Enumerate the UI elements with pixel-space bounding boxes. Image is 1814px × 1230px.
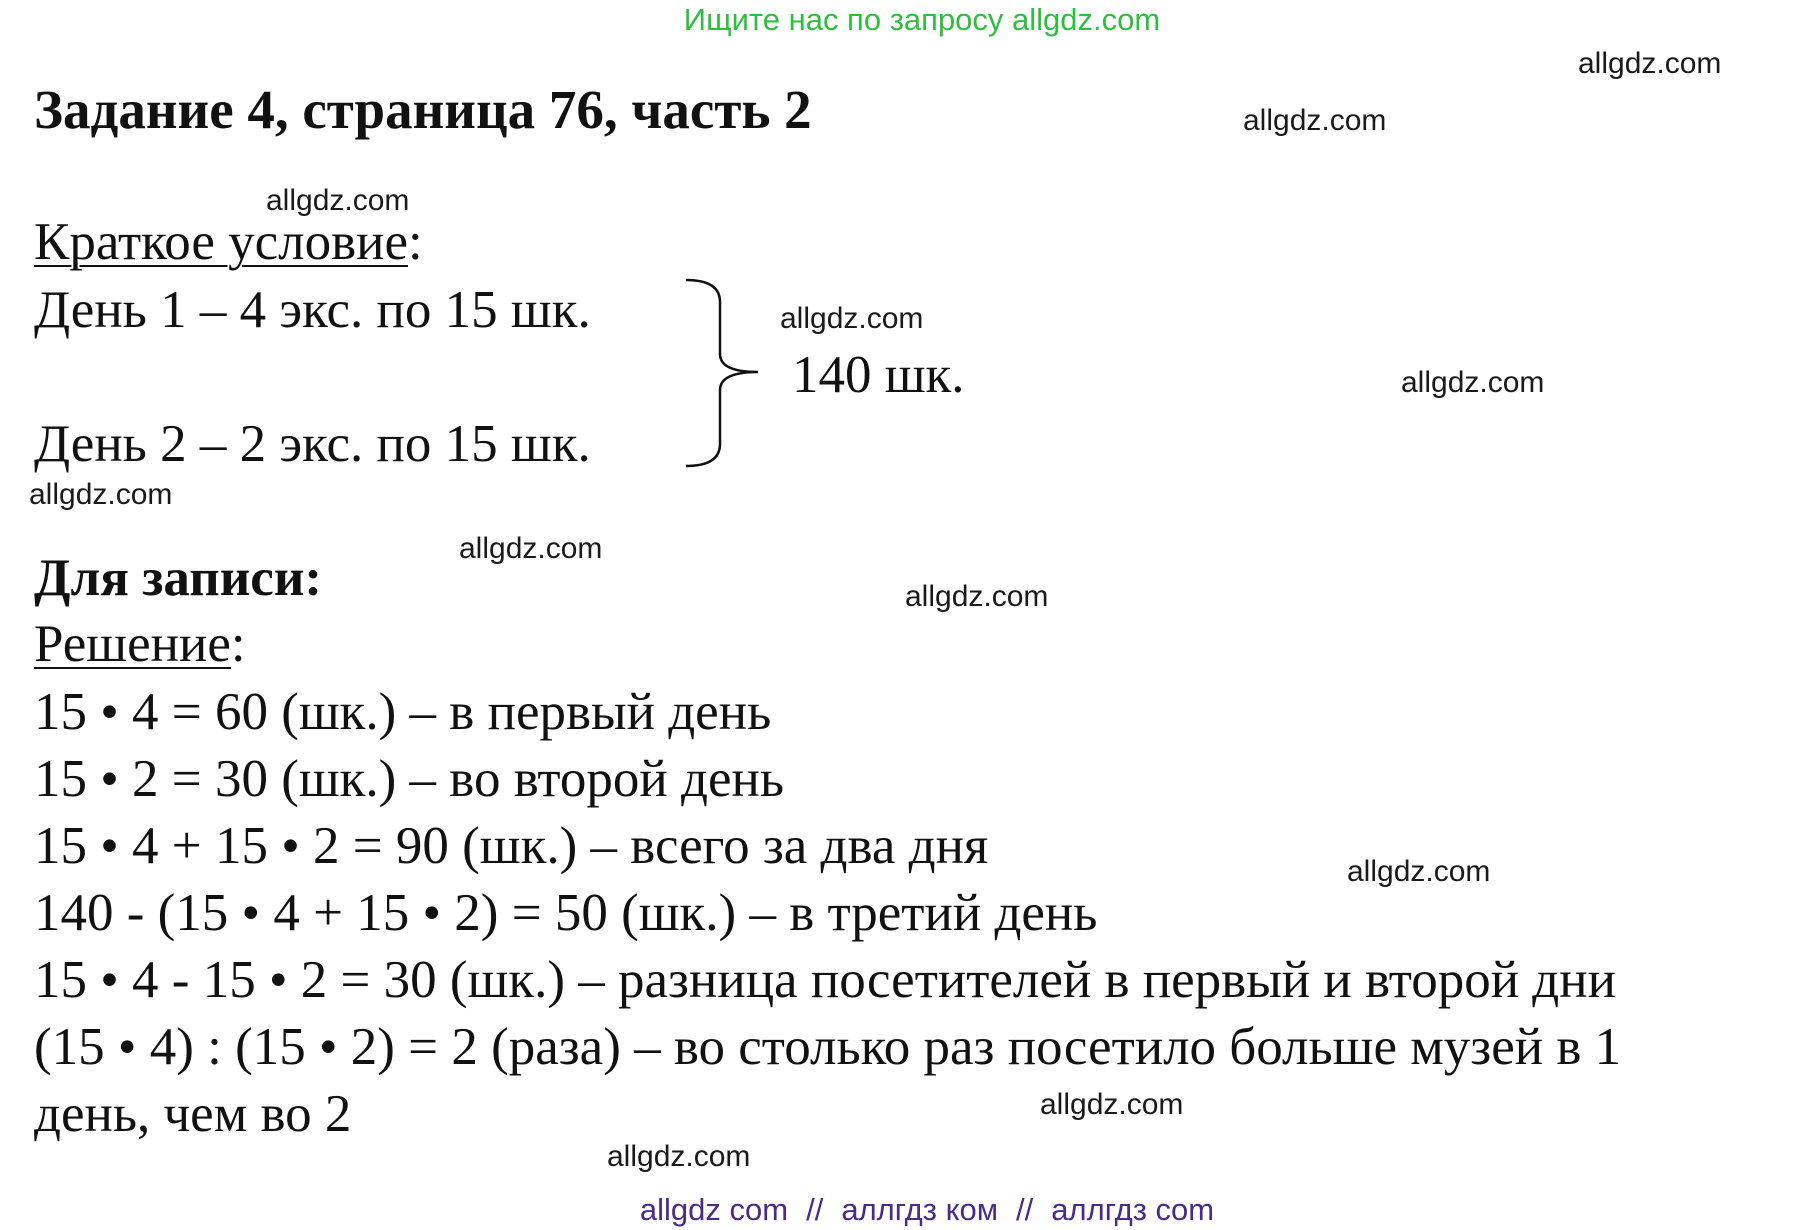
watermark: allgdz.com [29,478,173,511]
footer-separator: // [806,1192,824,1227]
solution-line: 15 • 4 = 60 (шк.) – в первый день [34,683,772,741]
watermark: allgdz.com [905,580,1049,613]
condition-day-2: День 2 – 2 экс. по 15 шк. [34,415,591,473]
short-condition-heading-text: Краткое условие [34,213,409,271]
watermark: allgdz.com [1401,366,1545,399]
solution-line: (15 • 4) : (15 • 2) = 2 (раза) – во столько раз посетило больше музей в 1 [34,1018,1622,1076]
solution-heading-text: Решение [34,615,231,673]
watermark: allgdz.com [266,184,410,217]
solution-line: 15 • 2 = 30 (шк.) – во второй день [34,750,785,808]
search-banner: Ищите нас по запросу allgdz.com [683,2,1161,37]
footer-links [0,1192,1814,1228]
footer-link[interactable]: allgdz com [639,1192,789,1227]
watermark: allgdz.com [607,1140,751,1173]
short-condition-heading [34,212,423,272]
solution-line: 15 • 4 - 15 • 2 = 30 (шк.) – разница посетителей в первый и второй дни [34,951,1617,1009]
solution-heading [34,614,246,674]
footer-link[interactable]: аллгдз com [1051,1192,1215,1227]
footer-separator: // [1016,1192,1034,1227]
footer-link[interactable]: аллгдз ком [841,1192,999,1227]
solution-line: день, чем во 2 [34,1085,352,1143]
watermark: allgdz.com [780,302,924,335]
watermark: allgdz.com [1347,855,1491,888]
watermark: allgdz.com [1578,47,1722,80]
watermark: allgdz.com [1040,1088,1184,1121]
curly-brace-path [686,280,758,466]
solution-line: 15 • 4 + 15 • 2 = 90 (шк.) – всего за два дня [34,817,989,875]
condition-day-1: День 1 – 4 экс. по 15 шк. [34,281,591,339]
page-title: Задание 4, страница 76, часть 2 [34,79,812,140]
watermark: allgdz.com [459,532,603,565]
record-heading: Для записи: [34,549,323,607]
heading-colon: : [408,213,423,271]
watermark: allgdz.com [1243,104,1387,137]
condition-total: 140 шк. [792,346,965,404]
solution-line: 140 - (15 • 4 + 15 • 2) = 50 (шк.) – в третий день [34,884,1098,942]
solution-colon: : [230,615,246,673]
curly-brace [680,272,760,472]
